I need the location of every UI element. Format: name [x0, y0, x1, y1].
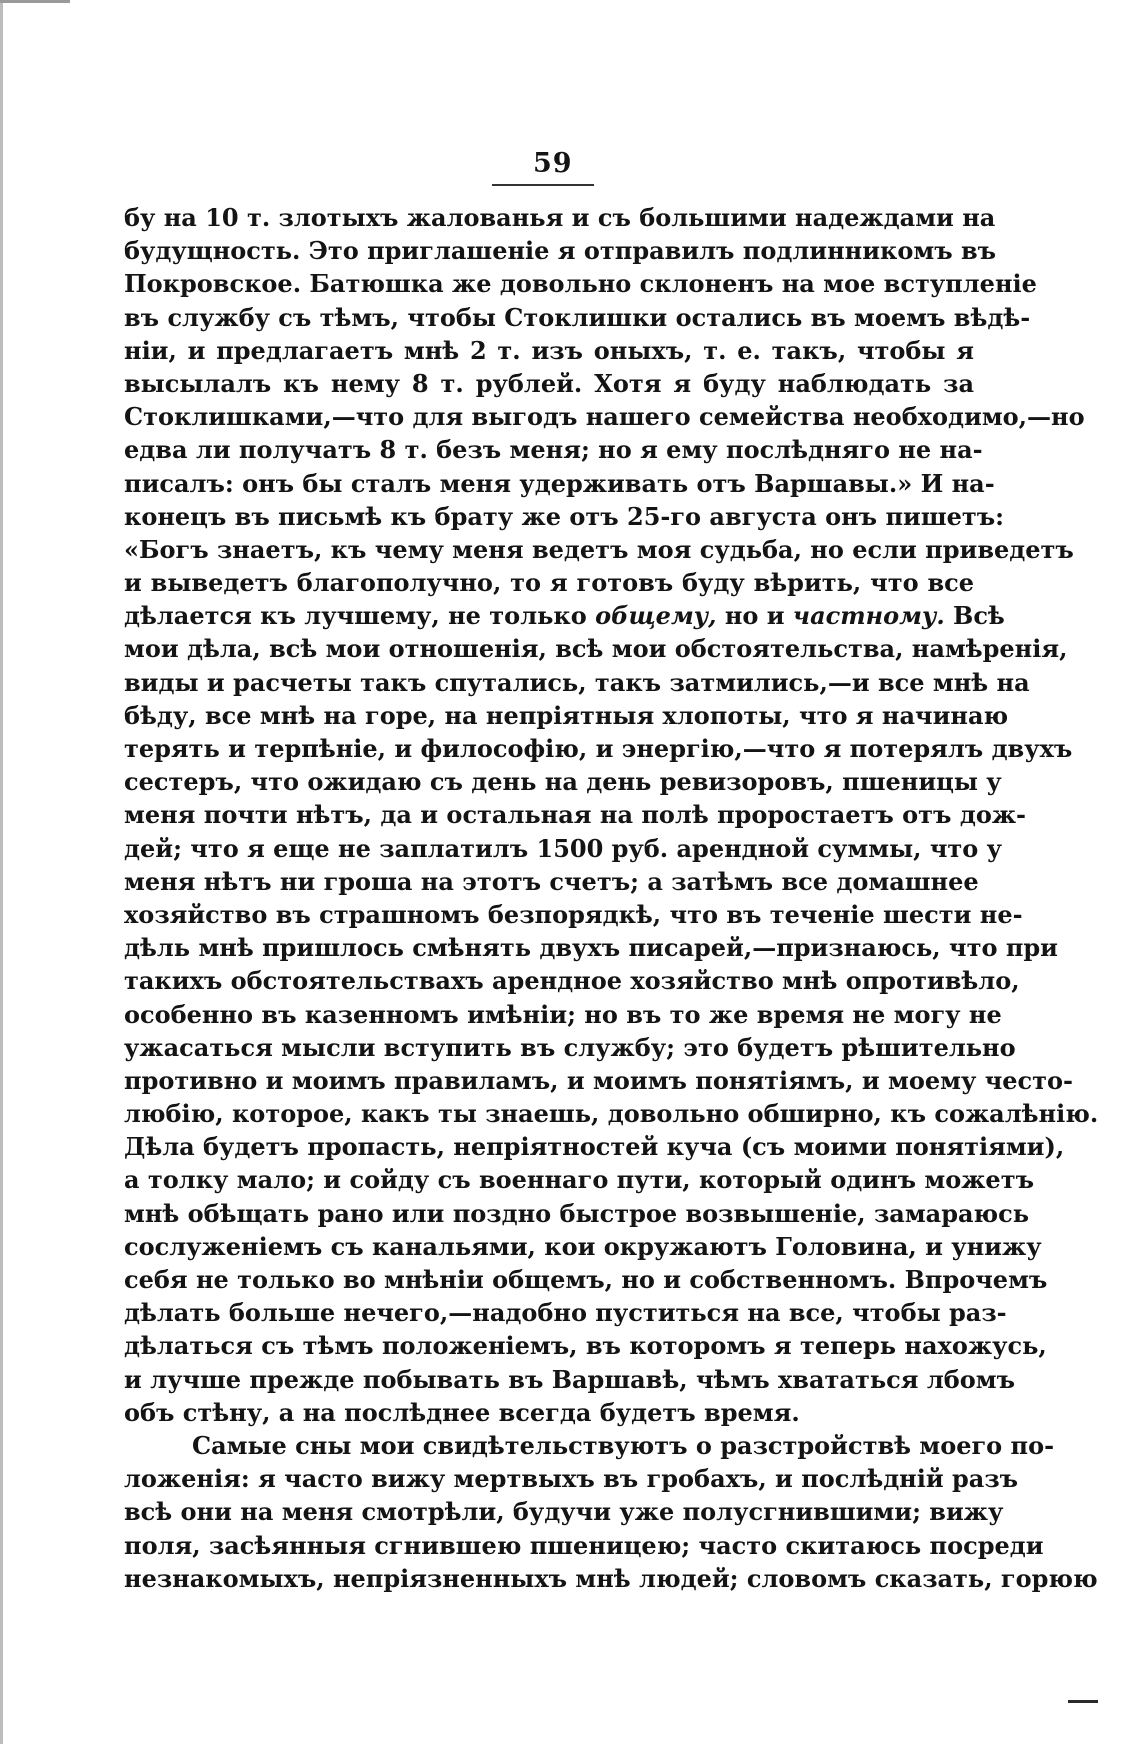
- text-line-with-italics: [124, 599, 1005, 632]
- text-line: ніи, и предлагаетъ мнѣ 2 т. изъ оныхъ, т. е. такъ, чтобы я: [124, 335, 974, 365]
- paragraph-end-line: объ стѣну, а на послѣднее всегда будетъ время.: [124, 1397, 800, 1427]
- scan-edge-top: [0, 0, 70, 3]
- text-line: мои дѣла, всѣ мои отношенія, всѣ мои обстоятельства, намѣренія,: [124, 634, 1068, 664]
- text-line: особенно въ казенномъ имѣніи; но въ то же время не могу не: [124, 999, 1002, 1029]
- scan-edge-left: [0, 0, 3, 1744]
- text-line: сослуженіемъ съ канальями, кои окружаютъ Головина, и унижу: [124, 1231, 1042, 1261]
- text-line: Покровское. Батюшка же довольно склоненъ на мое вступленіе: [124, 269, 1037, 299]
- page-number-rule: [492, 184, 594, 186]
- text-line: Стоклишками,—что для выгодъ нашего семейства необходимо,—но: [124, 402, 1085, 432]
- text-line: меня почти нѣтъ, да и остальная на полѣ проростаетъ отъ дож-: [124, 800, 1027, 830]
- text-line: меня нѣтъ ни гроша на этотъ счетъ; а затѣмъ все домашнее: [124, 866, 979, 896]
- text-line: виды и расчеты такъ спутались, такъ затмились,—и все мнѣ на: [124, 667, 1030, 697]
- text-line: хозяйство въ страшномъ безпорядкѣ, что въ теченіе шести не-: [124, 899, 1023, 929]
- text-line: любію, которое, какъ ты знаешь, довольно обширно, къ сожалѣнію.: [124, 1099, 1099, 1129]
- text-segment: но и: [724, 601, 785, 631]
- text-line: всѣ они на меня смотрѣли, будучи уже полусгнившими; вижу: [124, 1497, 1004, 1527]
- text-line: ужасаться мысли вступить въ службу; это будетъ рѣшительно: [124, 1032, 1016, 1062]
- text-line: ложенія: я часто вижу мертвыхъ въ гробахъ, и послѣдній разъ: [124, 1464, 1019, 1494]
- text-line: поля, засѣянныя сгнившею пшеницею; часто скитаюсь посреди: [124, 1530, 1044, 1560]
- text-line: дей; что я еще не заплатилъ 1500 руб. арендной суммы, что у: [124, 833, 1003, 863]
- text-line: дѣлать больше нечего,—надобно пуститься на все, чтобы раз-: [124, 1298, 1007, 1328]
- text-line: бу на 10 т. злотыхъ жалованья и съ большими надеждами на: [124, 203, 996, 232]
- italic-word-obshchemu: общему,: [595, 601, 717, 631]
- paragraph-first-line: Самые сны мои свидѣтельствуютъ о разстройствѣ моего по-: [192, 1430, 1055, 1460]
- text-line: въ службу съ тѣмъ, чтобы Стоклишки остались въ моемъ вѣдѣ-: [124, 302, 1031, 332]
- page-number: 59: [533, 148, 573, 179]
- text-line: едва ли получатъ 8 т. безъ меня; но я ему послѣдняго не на-: [124, 435, 983, 465]
- text-segment: Всѣ: [953, 601, 1005, 631]
- text-line: конецъ въ письмѣ къ брату же отъ 25-го августа онъ пишетъ:: [124, 501, 1005, 531]
- text-line: Дѣла будетъ пропасть, непріятностей куча (съ моими понятіями),: [124, 1132, 1065, 1162]
- text-line: бѣду, все мнѣ на горе, на непріятныя хлопоты, что я начинаю: [124, 700, 1009, 730]
- text-line: такихъ обстоятельствахъ арендное хозяйство мнѣ опротивѣло,: [124, 966, 1020, 996]
- text-segment: дѣлается къ лучшему, не только: [124, 601, 587, 631]
- text-line: дѣль мнѣ пришлось смѣнять двухъ писарей,—признаюсь, что при: [124, 933, 1058, 963]
- text-line: «Богъ знаетъ, къ чему меня ведетъ моя судьба, но если приведетъ: [124, 534, 1074, 564]
- text-line: противно и моимъ правиламъ, и моимъ понятіямъ, и моему често-: [124, 1065, 1073, 1095]
- text-line: сестеръ, что ожидаю съ день на день ревизоровъ, пшеницы у: [124, 767, 1002, 797]
- text-line: будущность. Это приглашеніе я отправилъ подлинникомъ въ: [124, 236, 997, 266]
- text-line: и лучше прежде побывать въ Варшавѣ, чѣмъ хвататься лбомъ: [124, 1364, 1016, 1394]
- text-line: незнакомыхъ, непріязненныхъ мнѣ людей; словомъ сказать, горюю: [124, 1563, 1098, 1593]
- text-line: и выведетъ благополучно, то я готовъ буду вѣрить, что все: [124, 568, 974, 598]
- text-line: себя не только во мнѣніи общемъ, но и собственномъ. Впрочемъ: [124, 1265, 1048, 1294]
- text-line: терять и терпѣніе, и философію, и энергію,—что я потерялъ двухъ: [124, 734, 1073, 763]
- text-line: мнѣ обѣщать рано или поздно быстрое возвышеніе, замараюсь: [124, 1198, 1030, 1228]
- text-line: а толку мало; и сойду съ военнаго пути, который одинъ можетъ: [124, 1165, 1034, 1195]
- scan-mark: [1068, 1700, 1098, 1703]
- text-line: писалъ: онъ бы сталъ меня удерживать отъ Варшавы.» И на-: [124, 468, 995, 498]
- body-text: [124, 201, 1099, 1595]
- text-line: дѣлаться съ тѣмъ положеніемъ, въ которомъ я теперь нахожусь,: [124, 1331, 1047, 1361]
- italic-word-chastnomu: частному.: [792, 601, 945, 631]
- text-line: высылалъ къ нему 8 т. рублей. Хотя я буду наблюдать за: [124, 368, 974, 398]
